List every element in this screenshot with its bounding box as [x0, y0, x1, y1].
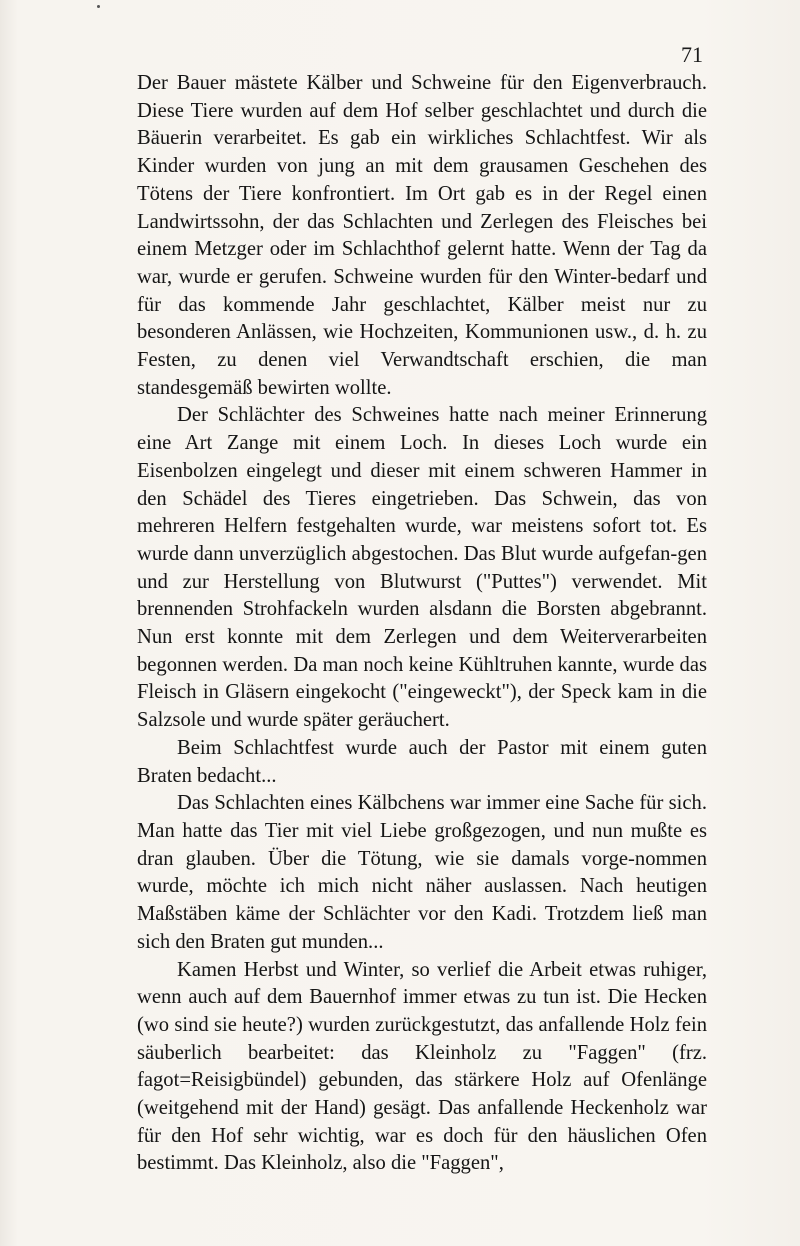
paragraph-herbst-winter: Kamen Herbst und Winter, so verlief die Arbeit etwas ruhiger, wenn auch auf dem Bauernhof immer etwas zu tun ist. Die Hecken (wo sind sie heute?) wurden zurückgestutzt, das anfallende Holz fein säuberlich bearbeitet: das Kleinholz zu "Faggen" (frz. fagot=Reisigbündel) gebunden, das stärkere Holz auf Ofenlänge (weitgehend mit der Hand) gesägt. Das anfallende Heckenholz war für den Hof sehr wichtig, war es doch für den häuslichen Ofen bestimmt. Das Kleinholz, also die "Faggen",	[137, 958, 707, 1175]
paragraph-kaelbchen: Das Schlachten eines Kälbchens war immer eine Sache für sich. Man hatte das Tier mit viel Liebe großgezogen, und nun mußte es dran glauben. Über die Tötung, wie sie damals vorge-nommen wurde, möchte ich mich nicht näher auslassen. Nach heutigen Maßstäben käme der Schlächter vor den Kadi. Trotzdem ließ man sich den Braten gut munden...	[137, 792, 707, 953]
body-text	[137, 70, 707, 1178]
dust-speck	[97, 5, 100, 8]
page-number: 71	[681, 42, 703, 67]
paragraph-schlaechter: Der Schlächter des Schweines hatte nach meiner Erinnerung eine Art Zange mit einem Loch. In dieses Loch wurde ein Eisenbolzen eingelegt und dieser mit einem schweren Hammer in den Schädel des Tieres eingetrieben. Das Schwein, das von mehreren Helfern festgehalten wurde, war meistens sofort tot. Es wurde dann unverzüglich abgestochen. Das Blut wurde aufgefan-gen und zur Herstellung von Blutwurst ("Puttes") verwendet. Mit brennenden Strohfackeln wurden alsdann die Borsten abgebrannt. Nun erst konnte mit dem Zerlegen und dem Weiterverarbeiten begonnen werden. Da man noch keine Kühltruhen kannte, wurde das Fleisch in Gläsern eingekocht ("eingeweckt"), der Speck kam in die Salzsole und wurde später geräuchert.	[137, 404, 707, 732]
paragraph-schlachtfest: Beim Schlachtfest wurde auch der Pastor mit einem guten Braten bedacht...	[137, 736, 707, 787]
paragraph-bauer: Der Bauer mästete Kälber und Schweine für den Eigenverbrauch. Diese Tiere wurden auf dem Hof selber geschlachtet und durch die Bäuerin verarbeitet. Es gab ein wirkliches Schlachtfest. Wir als Kinder wurden von jung an mit dem grausamen Geschehen des Tötens der Tiere konfrontiert. Im Ort gab es in der Regel einen Landwirtssohn, der das Schlachten und Zerlegen des Fleisches bei einem Metzger oder im Schlachthof gelernt hatte. Wenn der Tag da war, wurde er gerufen. Schweine wurden für den Winter-bedarf und für das kommende Jahr geschlachtet, Kälber meist nur zu besonderen Anlässen, wie Hochzeiten, Kommunionen usw., d. h. zu Festen, zu denen viel Verwandtschaft erschien, die man standesgemäß bewirten wollte.	[137, 72, 707, 399]
